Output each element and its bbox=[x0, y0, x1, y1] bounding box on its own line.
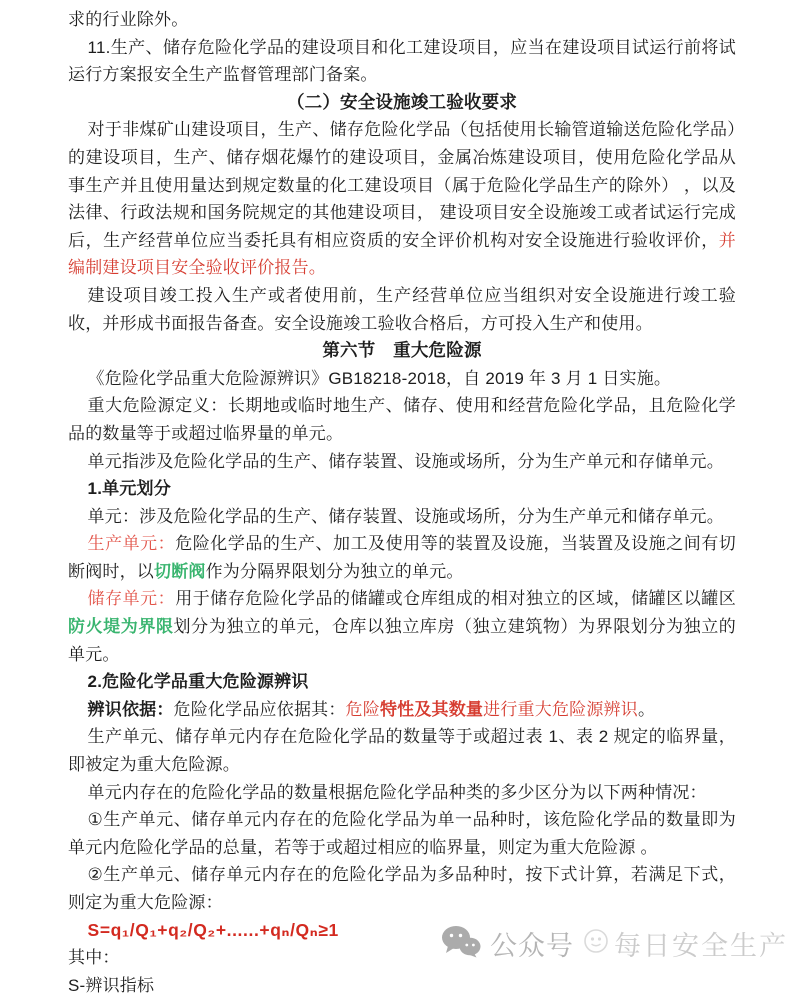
text-run: 进行重大危险源辨识 bbox=[483, 699, 638, 719]
text-run: 第六节 重大危险源 bbox=[322, 340, 482, 361]
paragraph bbox=[68, 392, 736, 447]
watermark bbox=[441, 924, 788, 963]
text-run: 用于储存危险化学品的储罐或仓库组成的相对独立的区域，储罐区以罐区 bbox=[175, 589, 737, 609]
paragraph bbox=[68, 448, 736, 476]
text-run: 其中： bbox=[68, 948, 120, 968]
paragraph bbox=[68, 116, 736, 282]
sub-heading bbox=[68, 668, 736, 696]
text-run: 切断阀 bbox=[154, 561, 206, 581]
paragraph bbox=[68, 585, 736, 668]
paragraph bbox=[68, 806, 736, 861]
text-run: 作为分隔界限划分为独立的单元。 bbox=[205, 561, 464, 581]
text-run: 辨识依据： bbox=[87, 699, 174, 719]
text-run: 危险 bbox=[345, 699, 380, 719]
paragraph bbox=[68, 282, 736, 337]
text-run: 对于非煤矿山建设项目，生产、储存危险化学品（包括使用长输管道输送危险化学品）的建设项目，生产、储存烟花爆竹的建设项目，金属冶炼建设项目，使用危险化学品从事生产并且使用量达到规定数量的化工建设项目（属于危险化学品生产的除外） ，以及法律、行政法规和国务院规定的其他建设项目， 建设项目安全设施竣工或者试运行完成后，生产经营单位应当委托具有相应资质的安全评价机构对安全设施进行验收评价， bbox=[68, 120, 736, 250]
text-run: S=q₁/Q₁+q₂/Q₂+......+qₙ/Qₙ≥1 bbox=[87, 919, 339, 940]
text-run: 建设项目竣工投入生产或者使用前，生产经营单位应当组织对安全设施进行竣工验收，并形成书面报告备查。安全设施竣工验收合格后，方可投入生产和使用。 bbox=[68, 285, 736, 333]
text-run: 单元内存在的危险化学品的数量根据危险化学品种类的多少区分为以下两种情况： bbox=[87, 782, 707, 802]
text-run: 11.生产、储存危险化学品的建设项目和化工建设项目，应当在建设项目试运行前将试运行方案报安全生产监督管理部门备案。 bbox=[68, 37, 736, 85]
paragraph bbox=[68, 723, 736, 778]
paragraph bbox=[68, 6, 736, 34]
paragraph bbox=[68, 972, 736, 999]
section-heading bbox=[68, 89, 736, 117]
wechat-icon bbox=[441, 925, 481, 963]
paragraph bbox=[68, 530, 736, 585]
text-run: 并编制建设项目安全验收评价报告。 bbox=[68, 230, 736, 278]
paragraph bbox=[68, 34, 736, 89]
text-run: 1.单元划分 bbox=[87, 479, 171, 499]
brand-logo-icon bbox=[583, 928, 609, 959]
watermark-label: 公众号 bbox=[490, 931, 574, 961]
watermark-brand: 每日安全生产 bbox=[614, 931, 788, 961]
text-run: （二）安全设施竣工验收要求 bbox=[286, 91, 518, 112]
paragraph bbox=[68, 696, 736, 724]
text-run: S-辨识指标 bbox=[68, 975, 155, 995]
paragraph bbox=[68, 861, 736, 916]
text-run: 求的行业除外。 bbox=[68, 10, 189, 29]
text-run: 单元指涉及危险化学品的生产、储存装置、设施或场所，分为生产单元和存储单元。 bbox=[87, 451, 724, 471]
paragraph bbox=[68, 365, 736, 393]
paragraph bbox=[68, 503, 736, 531]
text-run: 生产单元、储存单元内存在危险化学品的数量等于或超过表 1、表 2 规定的临界量，即被定为重大危险源。 bbox=[68, 727, 736, 775]
text-run: 单元：涉及危险化学品的生产、储存装置、设施或场所，分为生产单元和储存单元。 bbox=[87, 506, 724, 526]
text-run: 特性及其数量 bbox=[379, 699, 484, 719]
text-run: 防火堤为界限 bbox=[68, 617, 174, 637]
text-run: 。 bbox=[637, 699, 656, 719]
sub-heading bbox=[68, 475, 736, 503]
text-run: 《危险化学品重大危险源辨识》GB18218-2018，自 2019 年 3 月 1 日实施。 bbox=[87, 368, 672, 388]
text-run: 重大危险源定义：长期地或临时地生产、储存、使用和经营危险化学品，且危险化学品的数量等于或超过临界量的单元。 bbox=[68, 396, 736, 443]
text-run: 2.危险化学品重大危险源辨识 bbox=[87, 672, 309, 692]
text-run: 储存单元： bbox=[87, 589, 176, 609]
text-run: 危险化学品应依据其： bbox=[173, 699, 346, 719]
section-heading bbox=[68, 337, 736, 365]
text-run: 生产单元： bbox=[87, 534, 176, 554]
text-run: ②生产单元、储存单元内存在的危险化学品为多品种时，按下式计算，若满足下式，则定为重大危险源： bbox=[68, 865, 736, 912]
text-run: ①生产单元、储存单元内存在的危险化学品为单一品种时，该危险化学品的数量即为单元内危险化学品的总量，若等于或超过相应的临界量，则定为重大危险源 。 bbox=[68, 810, 736, 857]
text-run: 划分为独立的单元，仓库以独立库房（独立建筑物）为界限划分为独立的单元。 bbox=[68, 617, 737, 664]
paragraph bbox=[68, 779, 736, 807]
text-run: 危险化学品的生产、加工及使用等的装置及设施，当装置及设施之间有切断阀时，以 bbox=[68, 534, 737, 581]
